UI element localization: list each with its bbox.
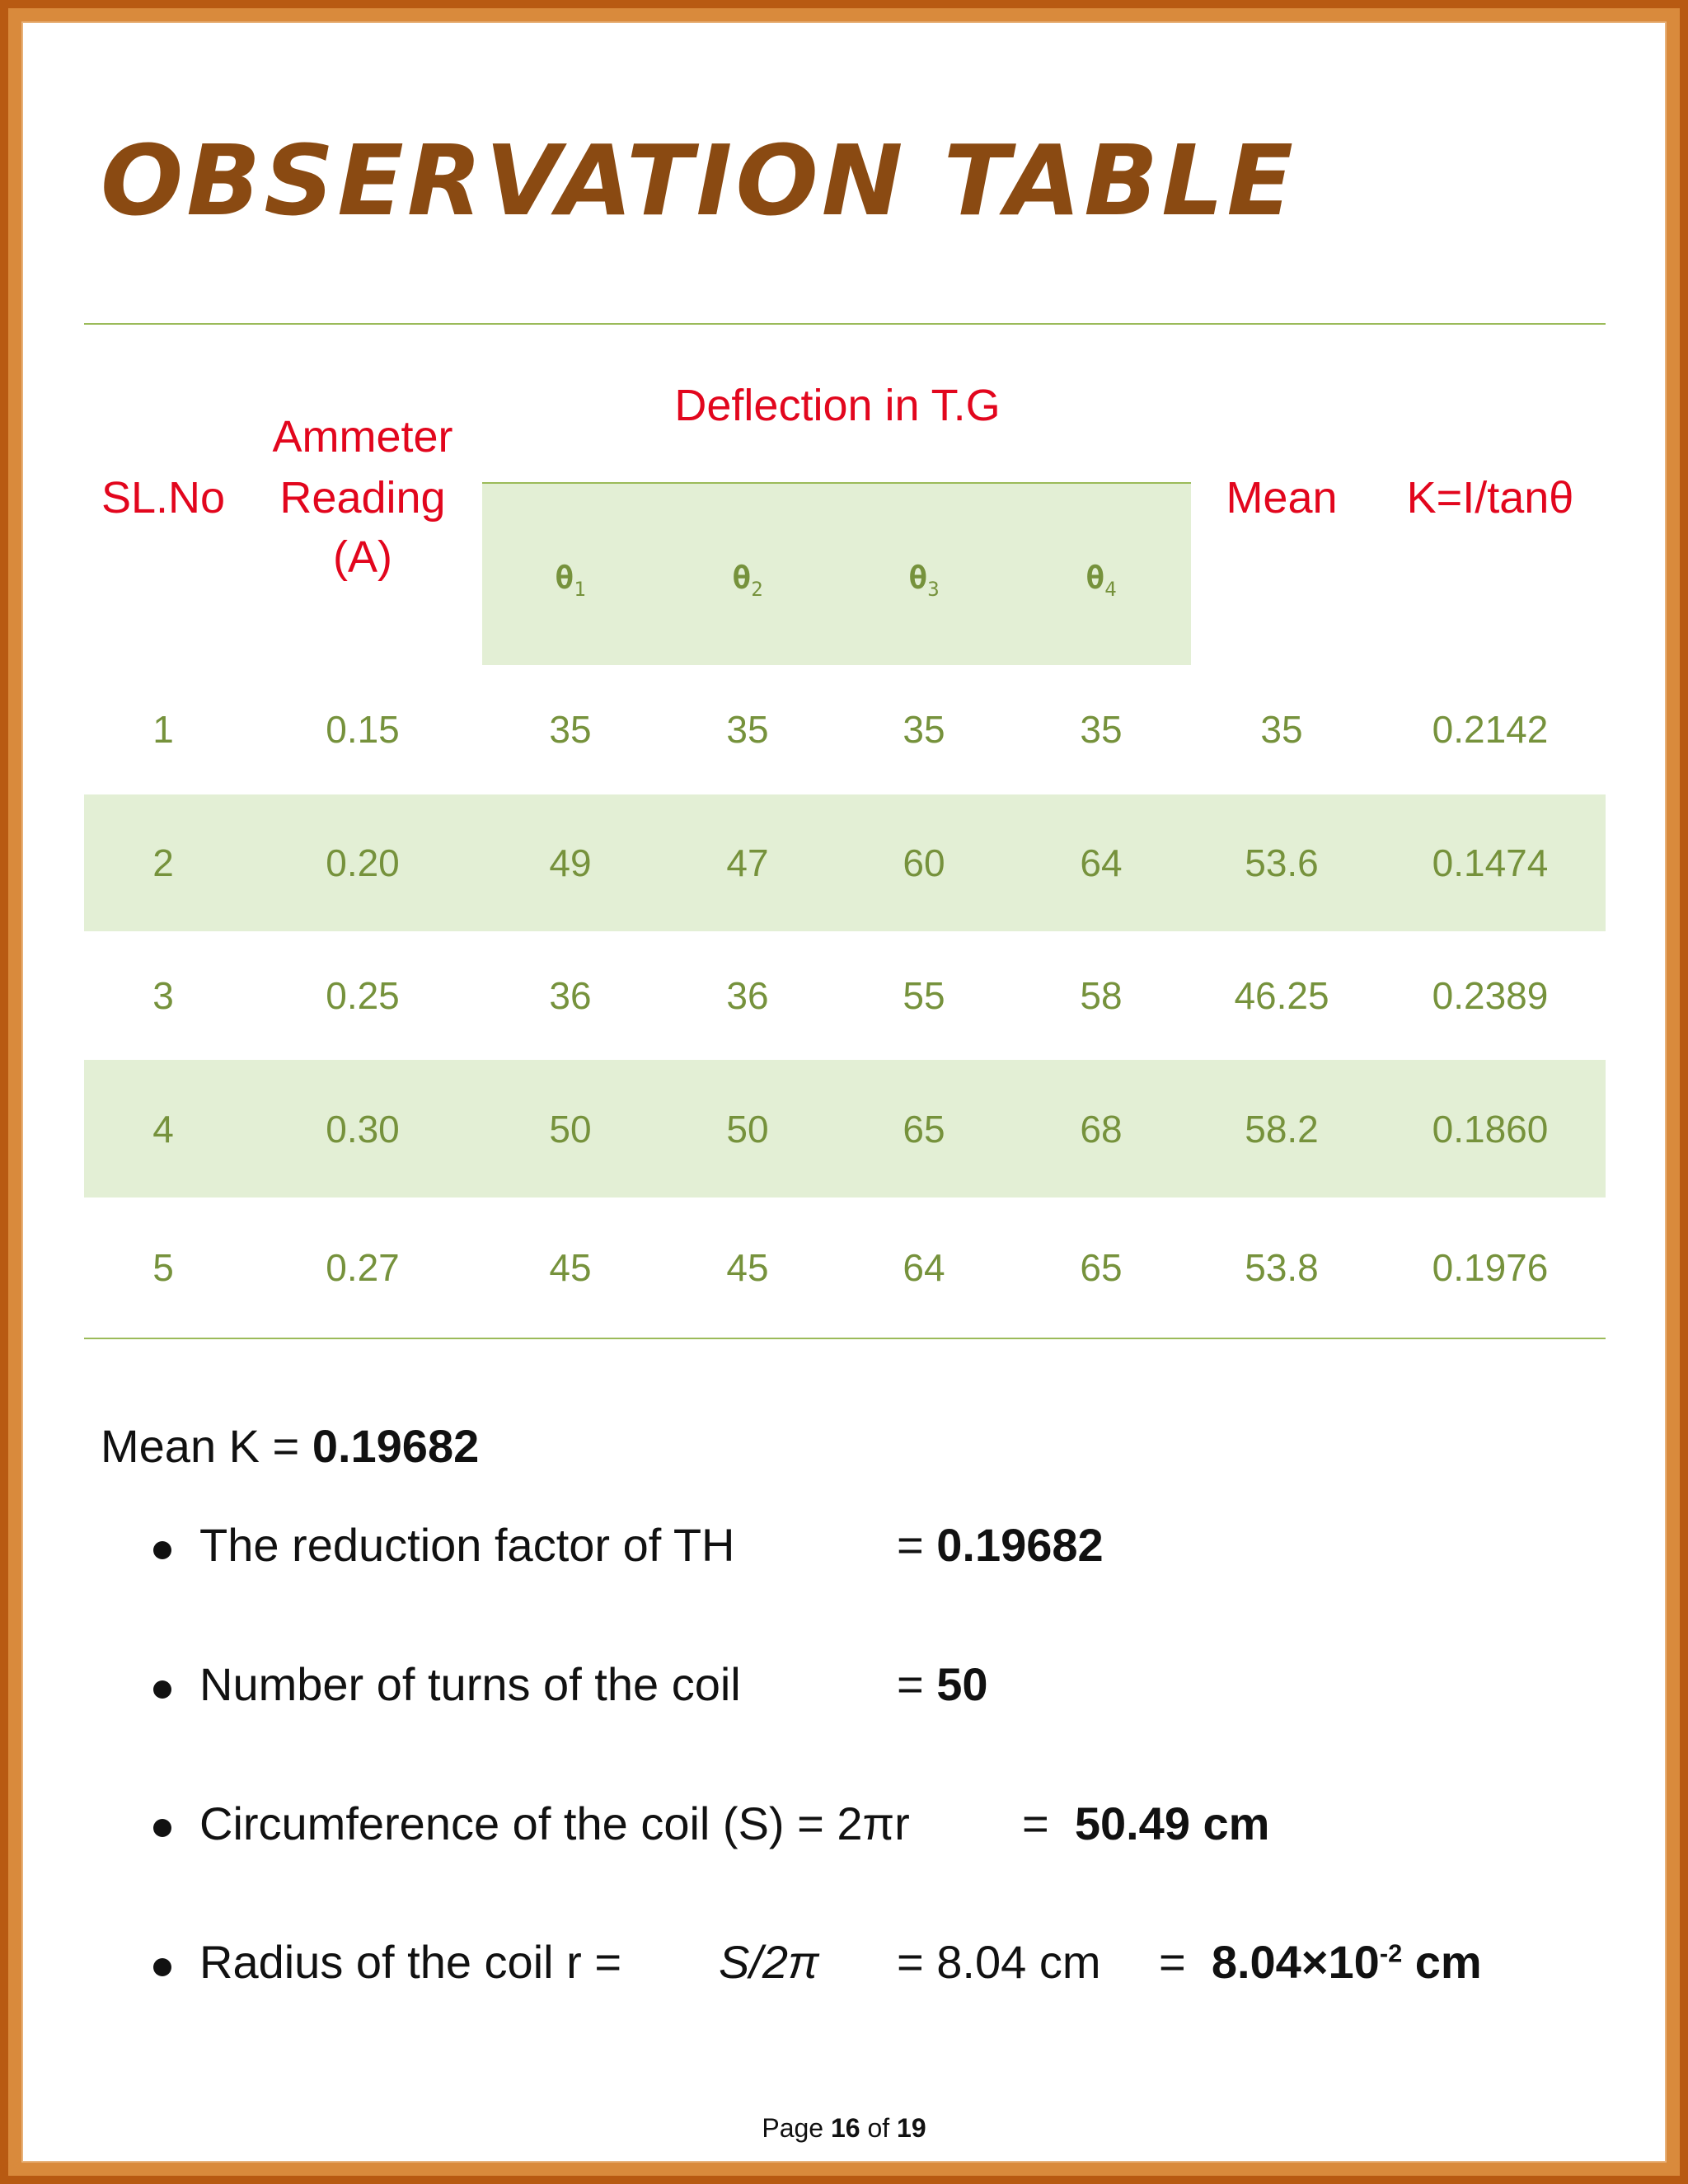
cell-k: 0.2142 <box>1432 708 1549 751</box>
cell-sl: 4 <box>152 1108 174 1151</box>
cell-k: 0.2389 <box>1432 974 1549 1017</box>
cell-theta3: 64 <box>903 1246 945 1289</box>
equals-sign: = <box>897 1658 937 1710</box>
cell-ammeter: 0.15 <box>326 708 400 751</box>
cell-theta1: 35 <box>549 708 592 751</box>
cell-theta2: 50 <box>726 1108 769 1151</box>
cell-mean: 35 <box>1260 708 1303 751</box>
equals-sign: = <box>1022 1797 1062 1849</box>
bullet-dot <box>153 1958 171 1976</box>
deflection-divider <box>482 482 1191 484</box>
cell-mean: 46.25 <box>1234 974 1329 1017</box>
bullet-radius-formula <box>719 1935 819 1989</box>
header-theta-3: $\theta_3$ <box>908 560 940 601</box>
cell-ammeter: 0.25 <box>326 974 400 1017</box>
cell-theta1: 45 <box>549 1246 592 1289</box>
cell-theta1: 49 <box>549 841 592 884</box>
table-top-rule <box>84 323 1606 325</box>
bullet-label: The reduction factor of TH <box>199 1519 735 1571</box>
cell-theta3: 60 <box>903 841 945 884</box>
cell-theta2: 47 <box>726 841 769 884</box>
cell-theta4: 35 <box>1080 708 1123 751</box>
cell-ammeter: 0.20 <box>326 841 400 884</box>
bullet-label: Number of turns of the coil <box>199 1658 741 1710</box>
bullet-circumference-value <box>1022 1797 1269 1850</box>
cell-k: 0.1976 <box>1432 1246 1549 1289</box>
cell-theta2: 35 <box>726 708 769 751</box>
footer-current-page: 16 <box>830 2113 860 2143</box>
header-theta-1: $\theta_1$ <box>555 560 586 601</box>
bullet-value: 0.19682 <box>936 1519 1104 1571</box>
cell-theta3: 65 <box>903 1108 945 1151</box>
bullet-value: $8.04\times 10^{-2}$ cm <box>1211 1936 1482 1988</box>
radius-cm: = 8.04 cm <box>897 1936 1101 1988</box>
header-deflection: Deflection in T.G <box>674 381 1001 430</box>
header-theta-2: $\theta_2$ <box>732 560 763 601</box>
bullet-label: Circumference of the coil (S) = 2πr <box>199 1797 910 1849</box>
bullet-radius <box>199 1935 621 1989</box>
cell-theta2: 45 <box>726 1246 769 1289</box>
bullet-dot <box>153 1541 171 1559</box>
cell-sl: 1 <box>152 708 174 751</box>
bullet-circumference <box>199 1797 910 1850</box>
header-ammeter-line2: Reading <box>279 473 446 523</box>
footer-page-word: Page <box>762 2113 831 2143</box>
cell-ammeter: 0.27 <box>326 1246 400 1289</box>
page-title: OBSERVATION TABLE <box>101 124 1296 237</box>
cell-theta4: 58 <box>1080 974 1123 1017</box>
table-bottom-rule <box>84 1338 1606 1339</box>
footer-total-pages: 19 <box>897 2113 926 2143</box>
bullet-reduction-factor-value <box>897 1518 1104 1572</box>
row-band-4 <box>84 1060 1606 1197</box>
equals-sign: = <box>1159 1936 1186 1988</box>
equals-sign: = <box>897 1519 937 1571</box>
radius-formula: S/2π <box>719 1936 819 1988</box>
mean-k-line <box>101 1419 479 1473</box>
cell-theta1: 36 <box>549 974 592 1017</box>
header-ammeter-line1: Ammeter <box>272 412 453 462</box>
cell-theta4: 64 <box>1080 841 1123 884</box>
theta-header-band <box>482 482 1191 665</box>
bullet-radius-cm <box>897 1935 1100 1989</box>
cell-theta2: 36 <box>726 974 769 1017</box>
header-mean: Mean <box>1226 473 1338 523</box>
header-k: K=I/tanθ <box>1406 473 1574 523</box>
mean-k-label: Mean K = <box>101 1420 312 1472</box>
cell-k: 0.1860 <box>1432 1108 1549 1151</box>
header-theta-4: $\theta_4$ <box>1085 560 1117 601</box>
bullet-value: 50.49 cm <box>1074 1797 1270 1849</box>
header-ammeter-line3: (A) <box>333 532 392 582</box>
cell-theta1: 50 <box>549 1108 592 1151</box>
bullet-label: Radius of the coil r = <box>199 1936 622 1988</box>
mean-k-value: 0.19682 <box>312 1420 480 1472</box>
bullet-dot <box>153 1680 171 1699</box>
cell-sl: 3 <box>152 974 174 1017</box>
cell-theta4: 68 <box>1080 1108 1123 1151</box>
cell-sl: 2 <box>152 841 174 884</box>
bullet-reduction-factor <box>199 1518 735 1572</box>
cell-theta4: 65 <box>1080 1246 1123 1289</box>
bullet-value: 50 <box>936 1658 988 1710</box>
bullet-turns-value <box>897 1657 988 1711</box>
bullet-radius-value <box>1159 1935 1482 1989</box>
cell-mean: 53.8 <box>1245 1246 1319 1289</box>
footer-of-word: of <box>860 2113 898 2143</box>
header-sl-no: SL.No <box>101 473 226 523</box>
cell-ammeter: 0.30 <box>326 1108 400 1151</box>
bullet-turns <box>199 1657 741 1711</box>
page-footer <box>0 2113 1688 2144</box>
cell-mean: 53.6 <box>1245 841 1319 884</box>
cell-mean: 58.2 <box>1245 1108 1319 1151</box>
cell-sl: 5 <box>152 1246 174 1289</box>
cell-k: 0.1474 <box>1432 841 1549 884</box>
cell-theta3: 55 <box>903 974 945 1017</box>
row-band-2 <box>84 794 1606 931</box>
bullet-dot <box>153 1819 171 1837</box>
cell-theta3: 35 <box>903 708 945 751</box>
